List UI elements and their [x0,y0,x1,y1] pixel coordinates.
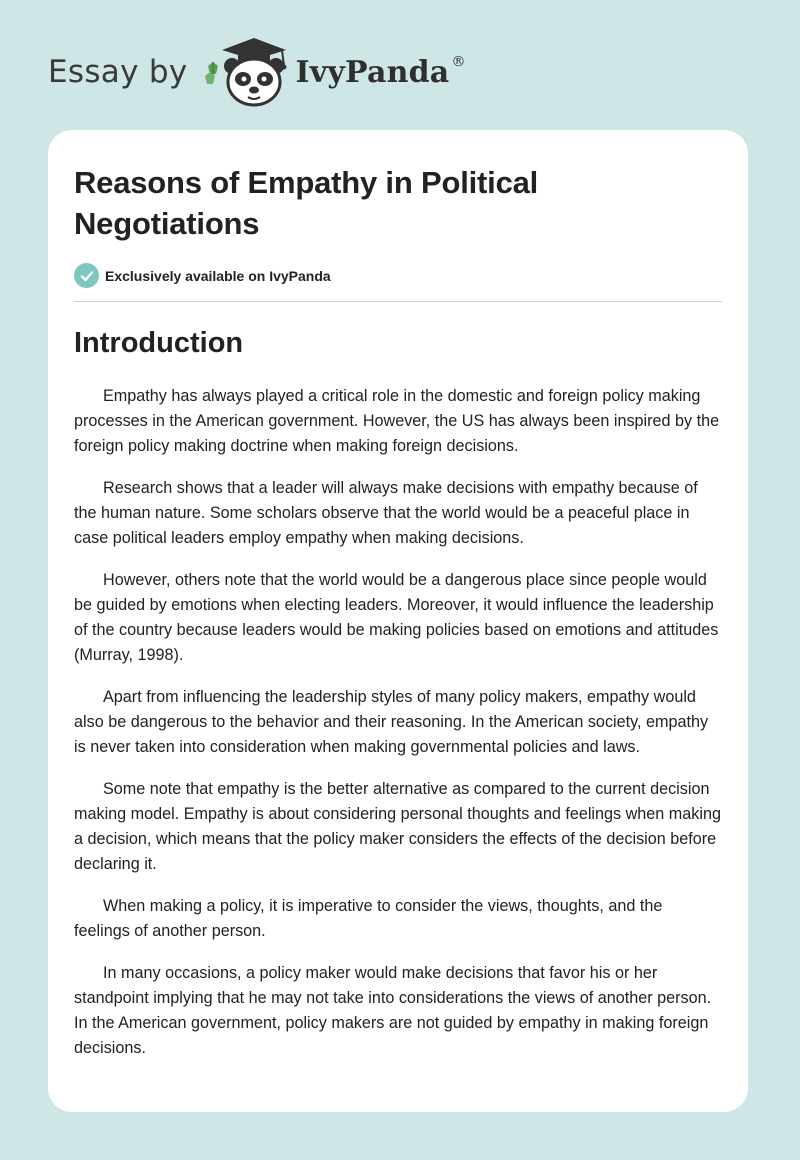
brand-name[interactable]: IvyPanda ® [295,54,466,90]
paragraph: In many occasions, a policy maker would make decisions that favor his or her standpoint implying that he may not take into considerations the views of another person. In the American government, policy makers are not guided by empathy in making foreign decisions. [74,964,712,1057]
paragraph: When making a policy, it is imperative to consider the views, thoughts, and the feelings of another person. [74,897,663,940]
paragraph: Research shows that a leader will always make decisions with empathy because of the human nature. Some scholars observe that the world would be a peaceful place in case political leaders employ empathy when making decisions. [74,479,698,547]
essay-by-label: Essay by [48,54,188,90]
ivy-leaf-icon [205,62,218,84]
exclusive-label: Exclusively available on IvyPanda [105,267,331,284]
exclusive-badge [74,263,722,302]
article-card [48,130,748,1112]
site-header [48,36,466,108]
registered-mark: ® [451,54,466,70]
paragraph: Apart from influencing the leadership styles of many policy makers, empathy would also be dangerous to the behavior and their reasoning. In the American society, empathy is never taken into consideration when making governmental policies and laws. [74,688,709,756]
page-title: Reasons of Empathy in Political Negotiations [74,165,539,241]
paragraph: Empathy has always played a critical role in the domestic and foreign policy making processes in the American government. However, the US has always been inspired by the foreign policy making doctrine when making foreign decisions. [74,387,720,455]
paragraph: Some note that empathy is the better alternative as compared to the current decision making model. Empathy is about considering personal thoughts and feelings when making a decision, which means that the policy maker considers the effects of the decision before declaring it. [74,780,721,873]
panda-graduate-logo-icon[interactable] [202,36,294,108]
check-circle-icon [74,263,99,288]
paragraph: However, others note that the world would be a dangerous place since people would be guided by emotions when electing leaders. Moreover, it would influence the leadership of the country because leaders would be making policies based on emotions and attitudes (Murray, 1998). [74,571,719,664]
section-heading: Introduction [74,327,244,359]
